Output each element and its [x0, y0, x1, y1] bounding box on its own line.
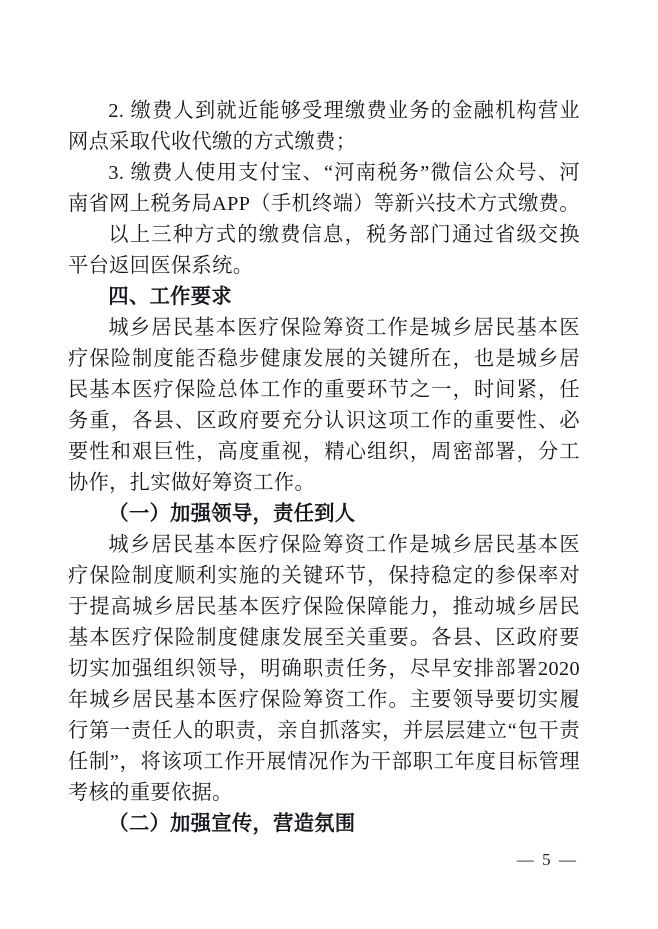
subsection-heading-two: （二）加强宣传，营造氛围 — [108, 813, 356, 835]
document-text-column — [68, 96, 580, 840]
section-heading-four: 四、工作要求 — [108, 286, 232, 308]
subsection-heading-one: （一）加强领导，责任到人 — [108, 503, 356, 525]
numbered-item-3: 3. 缴费人使用支付宝、“河南税务”微信公众号、河南省网上税务局APP（手机终端）等新兴技术方式缴费。 — [68, 162, 580, 215]
subsection-one-paragraph: 城乡居民基本医疗保险筹资工作是城乡居民基本医疗保险制度顺利实施的关键环节，保持稳定的参保率对于提高城乡居民基本医疗保险保障能力，推动城乡居民基本医疗保险制度健康发展至关重要。各县、区政府要切实加强组织领导，明确职责任务，尽早安排部署2020年城乡居民基本医疗保险筹资工作。主要领导要切实履行第一责任人的职责，亲自抓落实，并层层建立“包干责任制”，将该项工作开展情况作为干部职工年度目标管理考核的重要依据。 — [68, 534, 580, 804]
numbered-item-2: 2. 缴费人到就近能够受理缴费业务的金融机构营业网点采取代收代缴的方式缴费； — [68, 100, 580, 153]
summary-paragraph: 以上三种方式的缴费信息，税务部门通过省级交换平台返回医保系统。 — [68, 224, 580, 277]
page-number: — 5 — — [516, 850, 578, 869]
section-four-intro-paragraph: 城乡居民基本医疗保险筹资工作是城乡居民基本医疗保险制度能否稳步健康发展的关键所在，也是城乡居民基本医疗保险总体工作的重要环节之一，时间紧，任务重，各县、区政府要充分认识这项工作的重要性、必要性和艰巨性，高度重视，精心组织，周密部署，分工协作，扎实做好筹资工作。 — [68, 317, 580, 494]
